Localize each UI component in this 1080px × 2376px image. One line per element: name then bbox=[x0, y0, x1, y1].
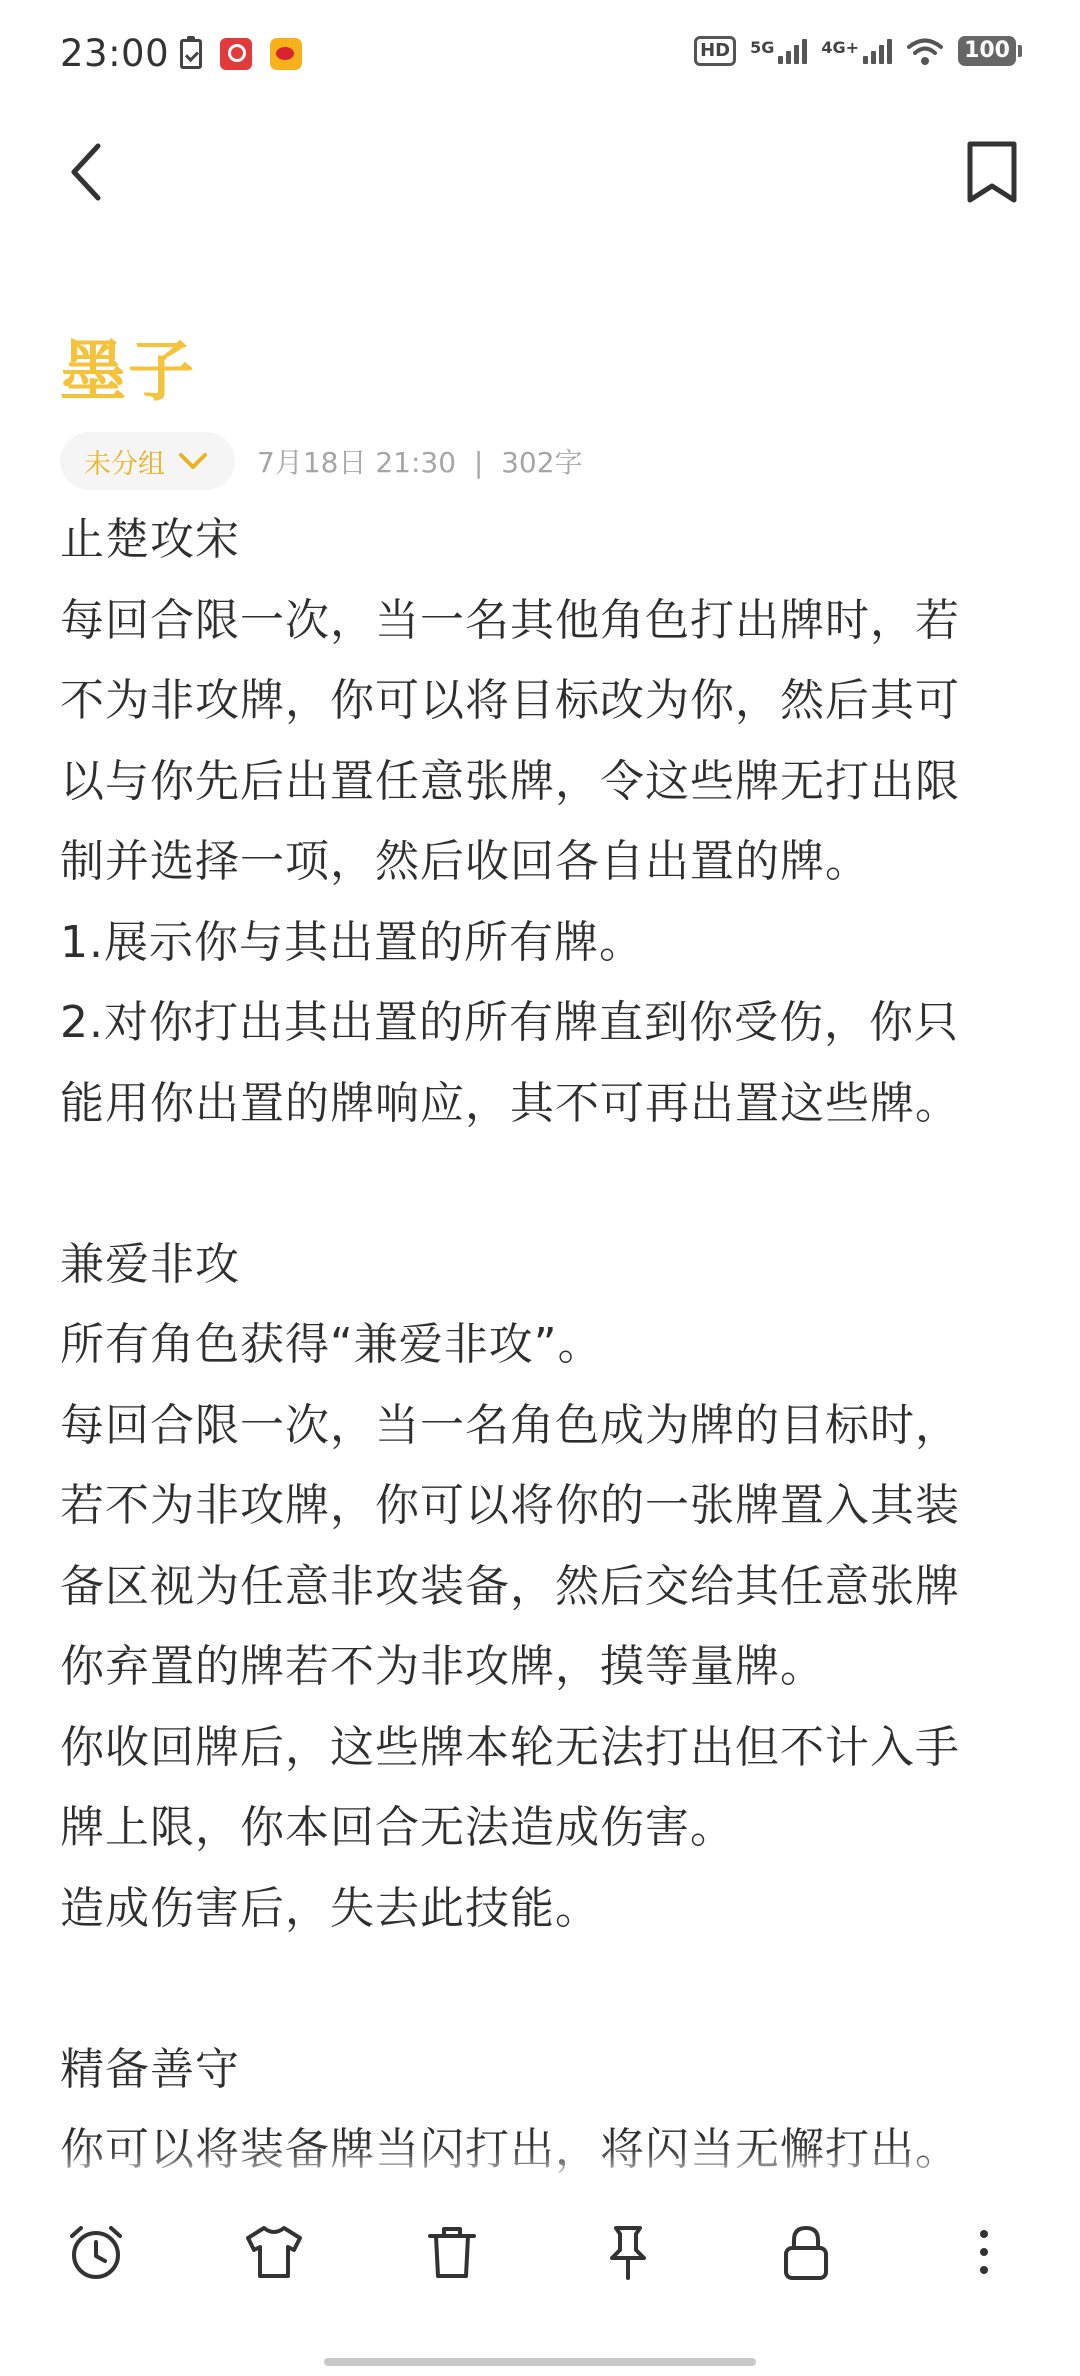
shirt-icon bbox=[242, 2220, 306, 2284]
delete-button[interactable] bbox=[412, 2212, 492, 2292]
system-indicators bbox=[694, 36, 1022, 66]
hd-badge: HD bbox=[694, 36, 736, 66]
note-date-wordcount: 7月18日 21:30 | 302字 bbox=[257, 446, 583, 479]
status-bar bbox=[0, 0, 1080, 110]
body-line: 1.展示你与其出置的所有牌。 bbox=[60, 916, 644, 968]
signal-icon bbox=[778, 38, 807, 64]
wifi-icon bbox=[906, 36, 944, 66]
body-line: 牌上限，你本回合无法造成伤害。 bbox=[60, 1802, 735, 1853]
alarm-clock-icon bbox=[64, 2220, 128, 2284]
bottom-toolbar bbox=[0, 2184, 1080, 2334]
bank-app-icon bbox=[220, 38, 252, 70]
chevron-left-icon bbox=[58, 132, 118, 212]
note-body[interactable] bbox=[60, 500, 1040, 2191]
status-time: 23:00 bbox=[60, 32, 170, 75]
signal-5g bbox=[750, 38, 807, 64]
body-line bbox=[60, 1144, 1040, 1225]
body-line: 你可以将装备牌当闪打出，将闪当无懈打出。 bbox=[60, 2124, 960, 2175]
weibo-app-icon bbox=[270, 38, 302, 70]
back-button[interactable] bbox=[58, 132, 118, 212]
battery-icon bbox=[958, 36, 1022, 66]
body-line: 每回合限一次，当一名其他角色打出牌时，若 bbox=[60, 594, 960, 646]
body-line: 能用你出置的牌响应，其不可再出置这些牌。 bbox=[60, 1077, 960, 1129]
note-title[interactable]: 墨子 bbox=[60, 333, 196, 410]
network-label-5g: 5G bbox=[750, 38, 775, 57]
body-line: 若不为非攻牌，你可以将你的一张牌置入其装 bbox=[60, 1480, 960, 1531]
notification-icons bbox=[180, 38, 302, 70]
lock-button[interactable] bbox=[766, 2212, 846, 2292]
group-selector[interactable] bbox=[60, 432, 235, 490]
signal-4g bbox=[821, 38, 892, 64]
trash-icon bbox=[420, 2220, 484, 2284]
body-line: 每回合限一次，当一名角色成为牌的目标时， bbox=[60, 1399, 960, 1451]
reminder-button[interactable] bbox=[56, 2212, 136, 2292]
body-line: 制并选择一项，然后收回各自出置的牌。 bbox=[60, 836, 870, 887]
body-line: 精备善守 bbox=[60, 2043, 240, 2095]
body-line: 造成伤害后，失去此技能。 bbox=[60, 1882, 600, 1934]
pin-button[interactable] bbox=[588, 2212, 668, 2292]
body-line: 2.对你打出其出置的所有牌直到你受伤，你只 bbox=[60, 997, 959, 1048]
chevron-down-icon bbox=[175, 449, 211, 473]
more-vertical-icon bbox=[952, 2220, 1016, 2284]
home-indicator[interactable] bbox=[324, 2358, 756, 2366]
body-line: 兼爱非攻 bbox=[60, 1238, 240, 1290]
body-line: 你收回牌后，这些牌本轮无法打出但不计入手 bbox=[60, 1721, 960, 1773]
group-label: 未分组 bbox=[84, 448, 165, 480]
bookmark-button[interactable] bbox=[962, 132, 1022, 212]
clipboard-check-icon bbox=[180, 39, 202, 69]
body-line: 不为非攻牌，你可以将目标改为你，然后其可 bbox=[60, 675, 960, 726]
skin-button[interactable] bbox=[234, 2212, 314, 2292]
network-label-4g: 4G+ bbox=[821, 38, 860, 57]
note-meta-row bbox=[60, 432, 583, 490]
body-line bbox=[60, 1949, 1040, 2030]
body-line: 所有角色获得“兼爱非攻”。 bbox=[60, 1319, 603, 1370]
body-line: 止楚攻宋 bbox=[60, 514, 240, 565]
body-line: 备区视为任意非攻装备，然后交给其任意张牌 bbox=[60, 1560, 960, 1612]
pin-icon bbox=[596, 2220, 660, 2284]
body-line: 你弃置的牌若不为非攻牌，摸等量牌。 bbox=[60, 1641, 825, 1692]
signal-icon bbox=[863, 38, 892, 64]
lock-icon bbox=[774, 2220, 838, 2284]
body-line: 以与你先后出置任意张牌，令这些牌无打出限 bbox=[60, 755, 960, 807]
bookmark-icon bbox=[962, 132, 1022, 212]
battery-level: 100 bbox=[958, 36, 1016, 66]
more-button[interactable] bbox=[944, 2212, 1024, 2292]
